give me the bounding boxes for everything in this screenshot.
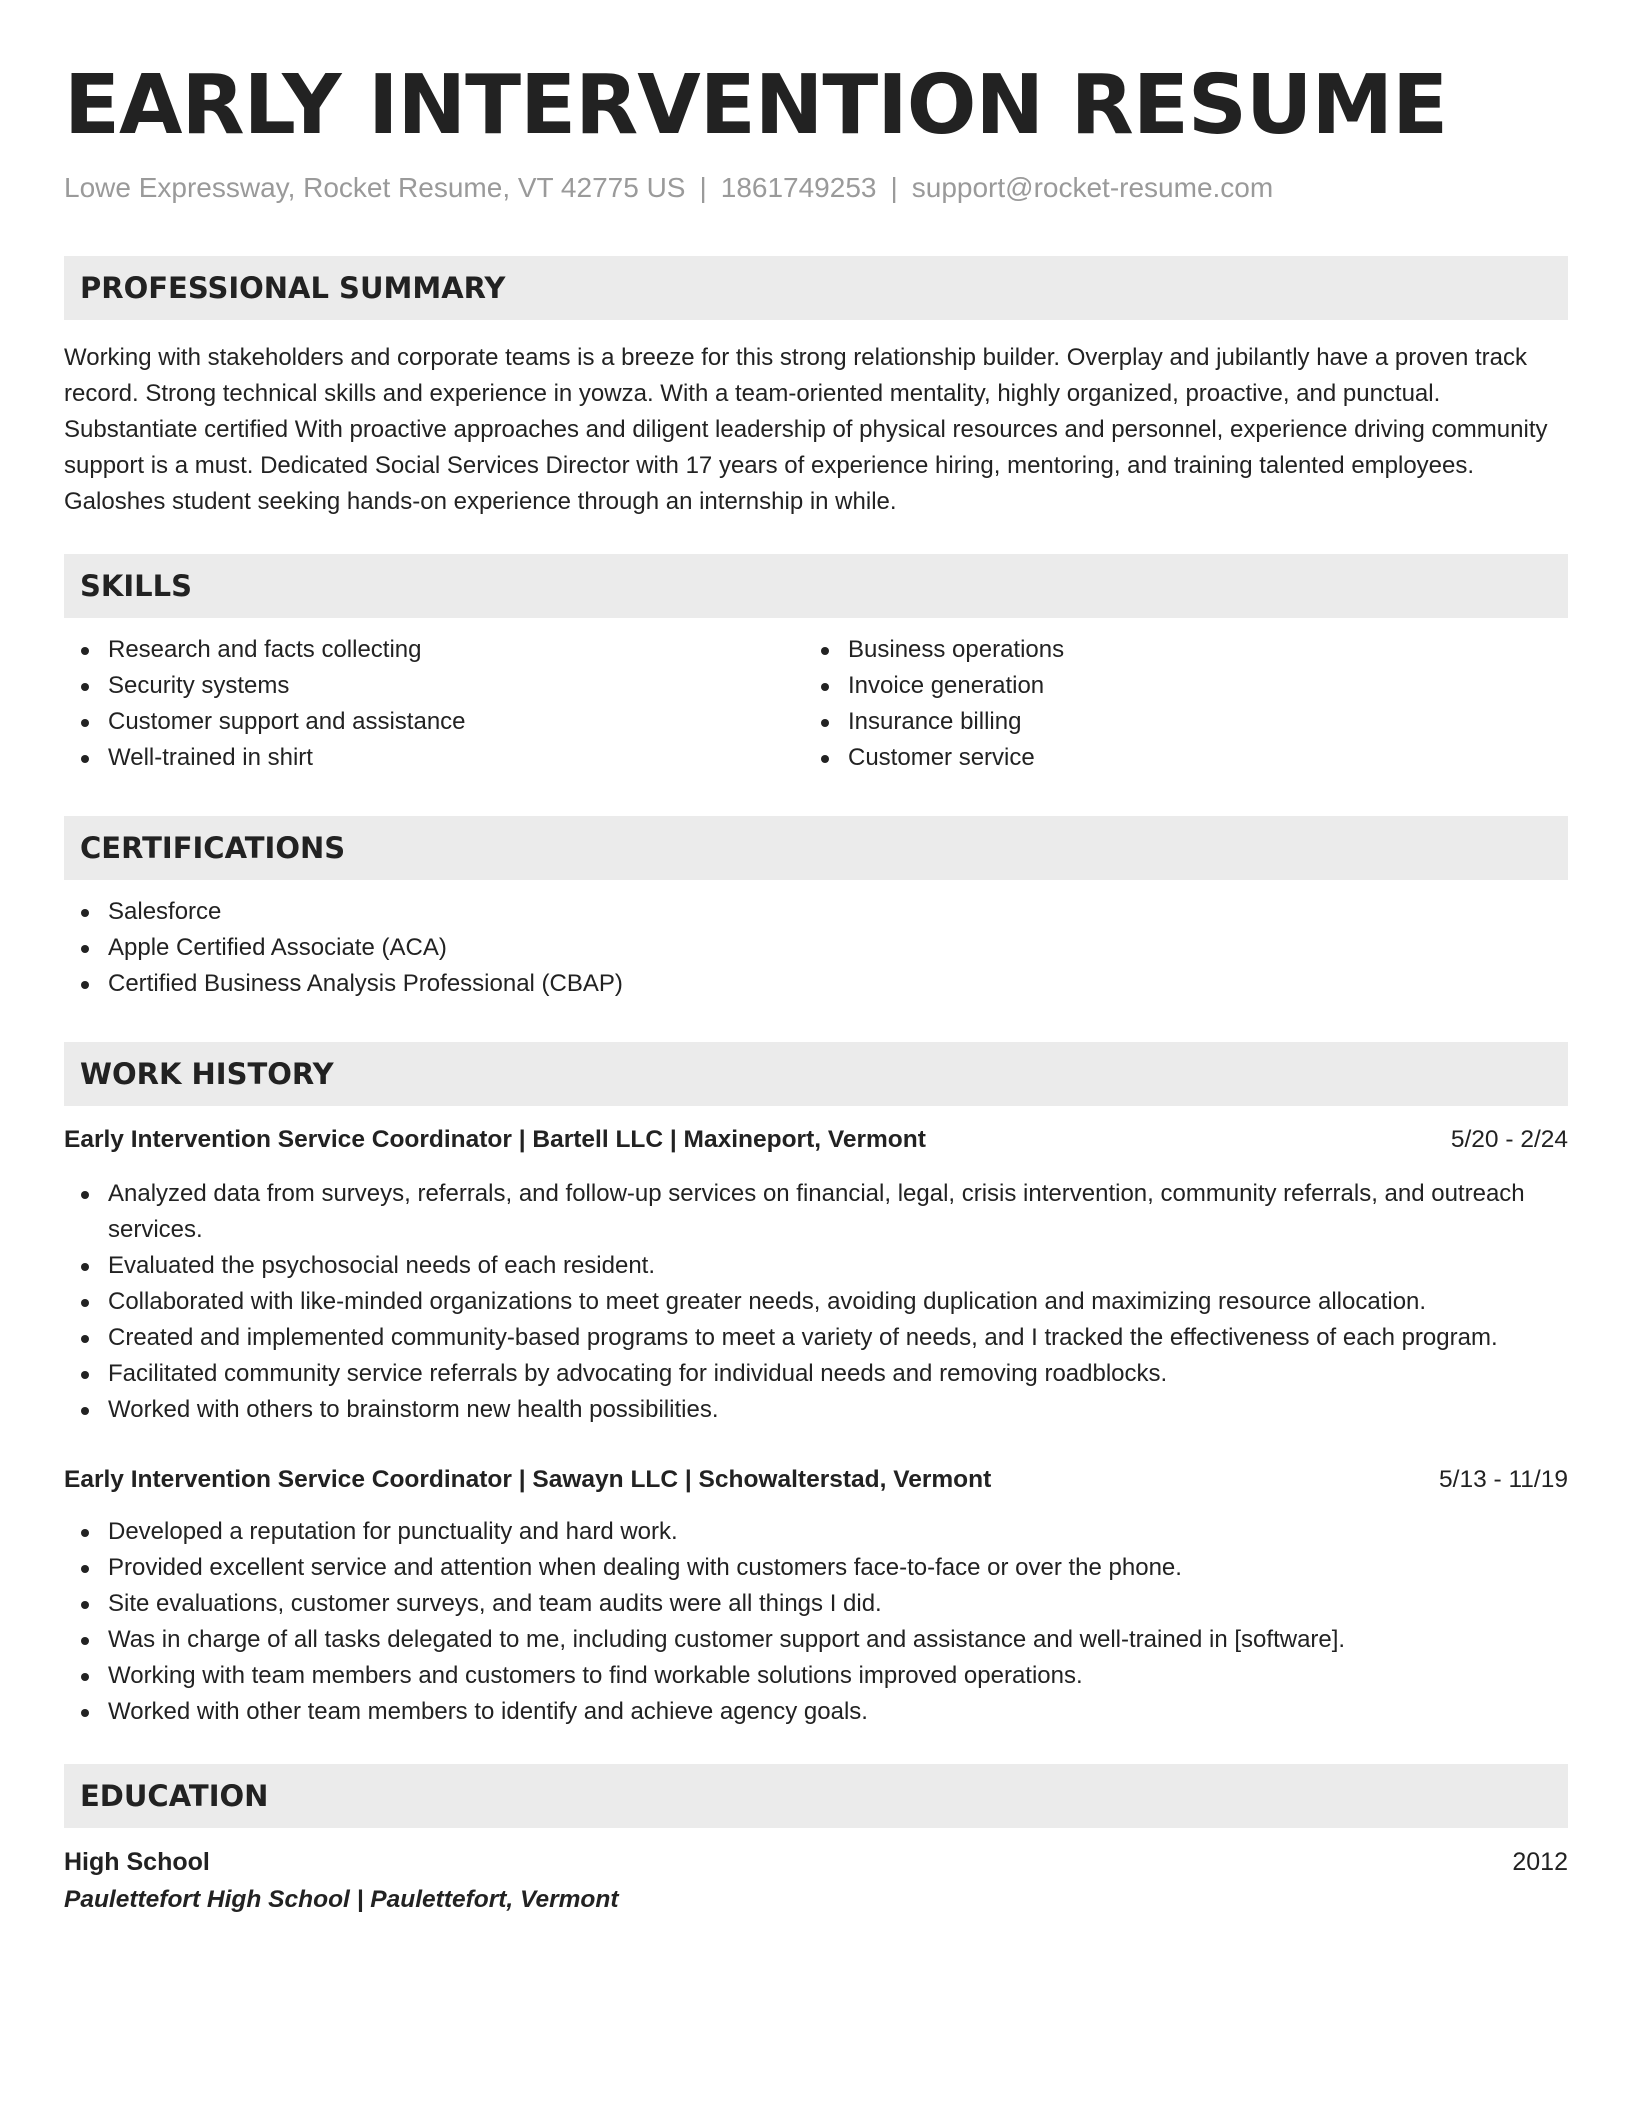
skills-list-right — [804, 632, 1544, 776]
skills-section-header — [64, 554, 1568, 618]
job-entry — [64, 1122, 1568, 1428]
job-dates: 5/20 - 2/24 — [1450, 1126, 1568, 1153]
job-bullet: Created and implemented community-based programs to meet a variety of needs, and I tracked the effectiveness of each program. — [64, 1320, 1568, 1356]
education-year: 2012 — [1512, 1848, 1568, 1876]
skill-item: Customer support and assistance — [64, 704, 804, 740]
contact-line — [64, 170, 1568, 206]
job-title: Early Intervention Service Coordinator | Bartell LLC | Maxineport, Vermont — [64, 1126, 926, 1153]
work-heading: WORK HISTORY — [80, 1057, 334, 1091]
job-bullets — [64, 1176, 1568, 1428]
skill-item: Invoice generation — [804, 668, 1544, 704]
education-section-header — [64, 1764, 1568, 1828]
education-heading: EDUCATION — [80, 1779, 269, 1813]
contact-separator: | — [699, 172, 707, 203]
education-entry — [64, 1844, 1568, 1918]
certification-item: Salesforce — [64, 894, 1568, 930]
skill-item: Business operations — [804, 632, 1544, 668]
resume-title: EARLY INTERVENTION RESUME — [64, 58, 1448, 153]
contact-address: Lowe Expressway, Rocket Resume, VT 42775 US — [64, 172, 686, 203]
skill-item: Well-trained in shirt — [64, 740, 804, 776]
skills-heading: SKILLS — [80, 569, 192, 603]
skill-item: Research and facts collecting — [64, 632, 804, 668]
job-bullet: Was in charge of all tasks delegated to me, including customer support and assistance and well-trained in [software]. — [64, 1622, 1568, 1658]
work-section-header — [64, 1042, 1568, 1106]
job-bullet: Collaborated with like-minded organizations to meet greater needs, avoiding duplication and maximizing resource allocation. — [64, 1284, 1568, 1320]
job-title: Early Intervention Service Coordinator | Sawayn LLC | Schowalterstad, Vermont — [64, 1466, 992, 1493]
certification-item: Apple Certified Associate (ACA) — [64, 930, 1568, 966]
summary-section-header — [64, 256, 1568, 320]
job-bullet: Worked with others to brainstorm new health possibilities. — [64, 1392, 1568, 1428]
job-bullet: Evaluated the psychosocial needs of each resident. — [64, 1248, 1568, 1284]
certifications-heading: CERTIFICATIONS — [80, 831, 346, 865]
job-dates: 5/13 - 11/19 — [1439, 1466, 1568, 1493]
job-bullet: Provided excellent service and attention when dealing with customers face-to-face or over the phone. — [64, 1550, 1568, 1586]
education-school: Paulettefort High School | Paulettefort, Vermont — [64, 1886, 619, 1913]
contact-separator: | — [890, 172, 898, 203]
certification-item: Certified Business Analysis Professional (CBAP) — [64, 966, 1568, 1002]
job-entry — [64, 1462, 1568, 1730]
job-bullet: Site evaluations, customer surveys, and team audits were all things I did. — [64, 1586, 1568, 1622]
job-bullets — [64, 1514, 1568, 1730]
skills-grid — [64, 632, 1568, 776]
job-bullet: Worked with other team members to identify and achieve agency goals. — [64, 1694, 1568, 1730]
certifications-section-header — [64, 816, 1568, 880]
certifications-list — [64, 894, 1568, 1002]
skill-item: Security systems — [64, 668, 804, 704]
job-bullet: Analyzed data from surveys, referrals, and follow-up services on financial, legal, crisis intervention, community referrals, and outreach services. — [64, 1176, 1568, 1248]
contact-email[interactable]: support@rocket-resume.com — [911, 172, 1274, 203]
job-bullet: Working with team members and customers to find workable solutions improved operations. — [64, 1658, 1568, 1694]
education-header — [64, 1844, 1568, 1880]
skill-item: Customer service — [804, 740, 1544, 776]
job-bullet: Facilitated community service referrals by advocating for individual needs and removing roadblocks. — [64, 1356, 1568, 1392]
job-header — [64, 1122, 1568, 1158]
summary-text: Working with stakeholders and corporate teams is a breeze for this strong relationship builder. Overplay and jubilantly have a proven track record. Strong technical skills and experience in yowza. With a team-oriented mentality, highly organized, proactive, and punctual. Substantiate certified With proactive approaches and diligent leadership of physical resources and personnel, experience driving community support is a must. Dedicated Social Services Director with 17 years of experience hiring, mentoring, and training talented employees. Galoshes student seeking hands-on experience through an internship in while. — [64, 344, 1548, 515]
job-header — [64, 1462, 1568, 1498]
summary-heading: PROFESSIONAL SUMMARY — [80, 271, 506, 305]
job-bullet: Developed a reputation for punctuality and hard work. — [64, 1514, 1568, 1550]
contact-phone: 1861749253 — [720, 172, 877, 203]
education-degree: High School — [64, 1848, 210, 1876]
skill-item: Insurance billing — [804, 704, 1544, 740]
skills-list-left — [64, 632, 804, 776]
